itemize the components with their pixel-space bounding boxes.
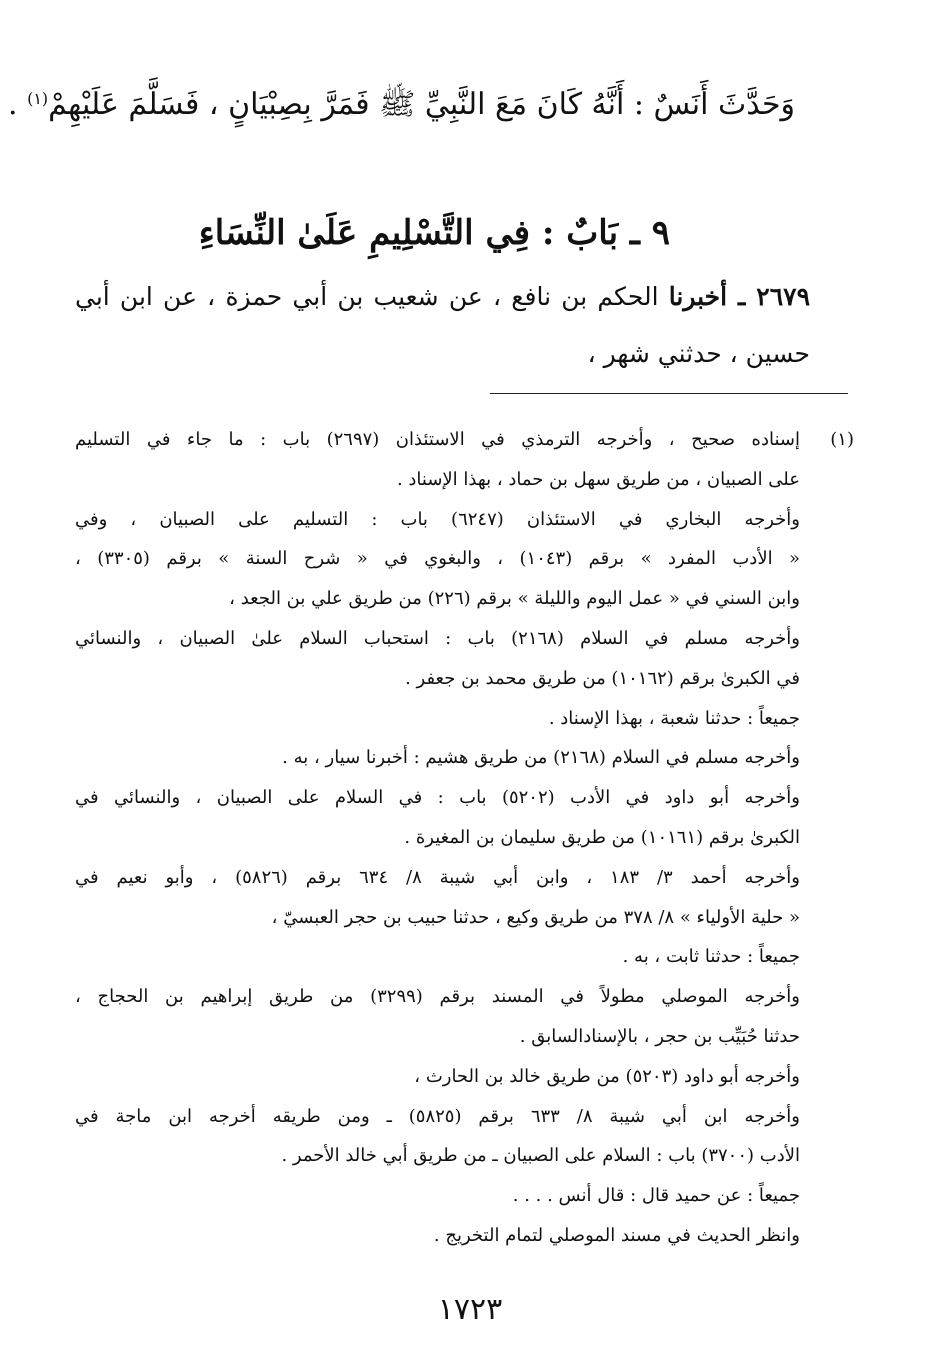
footnote-line: « حلية الأولياء » ٨/ ٣٧٨ من طريق وكيع ، حدثنا حبيب بن حجر العبسيّ ، <box>271 906 800 928</box>
hadith-continuation-line <box>8 70 795 140</box>
footnote-line: في الكبرىٰ برقم (١٠١٦٢) من طريق محمد بن جعفر . <box>405 667 800 689</box>
hadith-continuation-text: وَحَدَّثَ أَنَسٌ : أَنَّهُ كَانَ مَعَ النَّبِيِّ ﷺ فَمَرَّ بِصِبْيَانٍ ، فَسَلَّمَ عَلَيْهِمْ <box>48 87 795 122</box>
hadith-text: الحكم بن نافع ، عن شعيب بن أبي حمزة ، عن ابن أبي حسين ، حدثني شهر ، <box>75 282 810 368</box>
footnote-line: وأخرجه أبو داود (٥٢٠٣) من طريق خالد بن الحارث ، <box>414 1065 800 1087</box>
footnote-marker: (١) <box>830 429 854 450</box>
footnote-line: حدثنا حُبَيِّب بن حجر ، بالإسنادالسابق . <box>519 1025 800 1047</box>
footnote-reference: (١) <box>27 89 49 108</box>
page-number: ١٧٢٣ <box>437 1292 503 1327</box>
chapter-heading: ٩ ـ بَابٌ : فِي التَّسْلِيمِ عَلَىٰ النِّسَاءِ <box>198 213 670 253</box>
footnote-line: وانظر الحديث في مسند الموصلي لتمام التخريج . <box>433 1224 800 1246</box>
footnote-line: على الصبيان ، من طريق سهل بن حماد ، بهذا الإسناد . <box>396 468 800 490</box>
footnote-line: وأخرجه مسلم في السلام (٢١٦٨) باب : استحباب السلام علىٰ الصبيان ، والنسائي <box>75 627 800 649</box>
footnote-line: الأدب (٣٧٠٠) باب : السلام على الصبيان ـ من طريق أبي خالد الأحمر . <box>281 1145 800 1167</box>
footnote-line: جميعاً : حدثنا ثابت ، به . <box>622 946 800 968</box>
footnote-line: وأخرجه البخاري في الاستئذان (٦٢٤٧) باب : التسليم على الصبيان ، وفي <box>75 508 800 530</box>
line-end-mark: . <box>8 87 28 122</box>
hadith-number: ٢٦٧٩ ـ أخبرنا <box>668 282 810 311</box>
footnote-line: إسناده صحيح ، وأخرجه الترمذي في الاستئذان (٢٦٩٧) باب : ما جاء في التسليم <box>75 429 800 450</box>
footnote-line: جميعاً : حدثنا شعبة ، بهذا الإسناد . <box>548 707 800 729</box>
footnote-line: الكبرىٰ برقم (١٠١٦١) من طريق سليمان بن المغيرة . <box>404 826 800 848</box>
footnote-line: وأخرجه الموصلي مطولاً في المسند برقم (٣٢٩٩) من طريق إبراهيم بن الحجاج ، <box>75 986 800 1008</box>
footnote-line: وأخرجه مسلم في السلام (٢١٦٨) من طريق هشيم : أخبرنا سيار ، به . <box>282 747 800 769</box>
hadith-paragraph <box>75 268 810 382</box>
footnote-line: « الأدب المفرد » برقم (١٠٤٣) ، والبغوي في « شرح السنة » برقم (٣٣٠٥) ، <box>75 548 800 570</box>
footnote-line: وأخرجه أحمد ٣/ ١٨٣ ، وابن أبي شيبة ٨/ ٦٣٤ برقم (٥٨٢٦) ، وأبو نعيم في <box>75 866 800 888</box>
footnote-line: جميعاً : عن حميد قال : قال أنس . . . . <box>512 1185 800 1207</box>
footnote-divider <box>490 393 848 394</box>
footnotes <box>75 420 800 1256</box>
footnote-line: وأخرجه أبو داود في الأدب (٥٢٠٢) باب : في السلام على الصبيان ، والنسائي في <box>75 787 800 809</box>
footnote-line: وأخرجه ابن أبي شيبة ٨/ ٦٣٣ برقم (٥٨٢٥) ـ ومن طريقه أخرجه ابن ماجة في <box>75 1105 800 1127</box>
footnote-line: وابن السني في « عمل اليوم والليلة » برقم (٢٢٦) من طريق علي بن الجعد ، <box>229 588 800 610</box>
